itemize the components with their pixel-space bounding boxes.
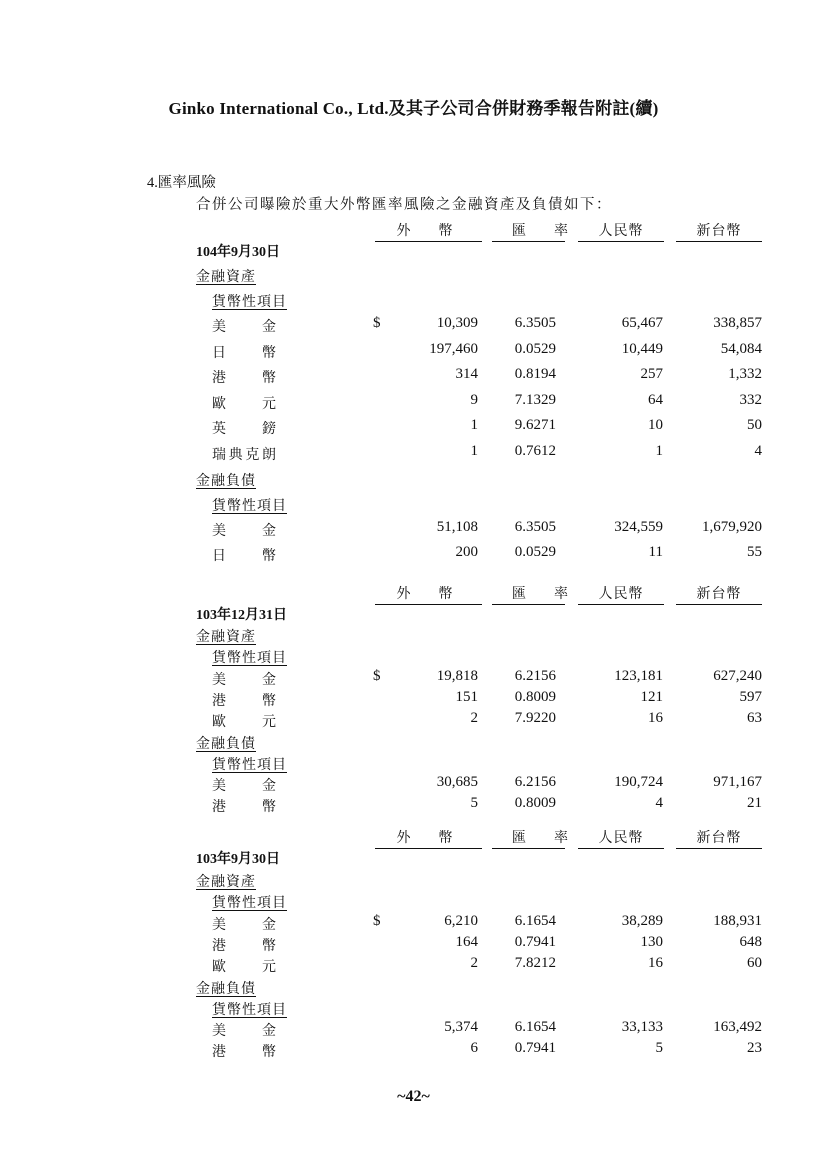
currency-label-text: 日幣 [212,549,276,565]
rmb-amount: 10,449 [621,340,663,357]
rmb-amount: 4 [655,795,663,812]
exchange-rate: 9.6271 [514,417,556,434]
exchange-rate: 6.3505 [514,518,556,535]
rmb-amount: 257 [640,366,663,383]
period-date: 103年9月30日 [196,852,280,867]
dollar-sign: $ [373,667,381,684]
fx-amount: 5,374 [444,1019,478,1036]
fx-amount: 164 [455,933,478,950]
header-foreign-currency: 外幣 [375,224,482,242]
exchange-rate: 0.7941 [514,1040,556,1057]
monetary-items-label: 貨幣性項目 [212,651,287,667]
exchange-rate: 0.7612 [514,443,556,459]
dollar-sign: $ [373,912,381,929]
exchange-rate: 7.8212 [514,955,556,972]
currency-label-text: 美金 [212,779,276,795]
fx-amount: 30,685 [436,774,478,791]
header-rmb: 人民幣 [578,587,664,605]
ntd-amount: 163,492 [713,1019,762,1036]
currency-label [212,935,276,955]
currency-label-text: 歐元 [212,396,276,412]
exchange-rate: 0.7941 [514,933,556,950]
currency-label [212,520,276,540]
rmb-amount: 10 [648,417,663,434]
monetary-items-label: 貨幣性項目 [212,896,287,912]
rmb-amount: 65,467 [621,315,663,331]
exchange-rate: 0.8009 [514,688,556,705]
fx-amount: 51,108 [436,518,478,535]
exchange-rate: 6.2156 [514,667,556,684]
currency-label [212,1020,276,1040]
ntd-amount: 1,332 [728,366,762,383]
header-ntd: 新台幣 [676,587,762,605]
fx-amount: 200 [455,544,478,561]
rmb-amount: 5 [655,1040,663,1057]
ntd-amount: 1,679,920 [702,518,762,535]
exchange-rate: 6.3505 [514,315,556,331]
rmb-amount: 123,181 [614,667,663,684]
period-date: 104年9月30日 [196,245,280,260]
exchange-rate: 6.1654 [514,1019,556,1036]
header-rmb: 人民幣 [578,831,664,849]
fx-amount: 2 [470,955,478,972]
currency-label-text: 港幣 [212,1045,276,1061]
rmb-amount: 190,724 [614,774,663,791]
ntd-amount: 21 [747,795,762,812]
fx-amount: 1 [470,443,478,459]
header-foreign-currency: 外幣 [375,587,482,605]
page-number: ~42~ [397,1088,430,1105]
fx-amount: 5 [470,795,478,812]
section-intro: 合併公司曝險於重大外幣匯率風險之金融資產及負債如下： [196,197,612,213]
header-foreign-currency: 外幣 [375,831,482,849]
currency-label-text: 美金 [212,917,276,933]
ntd-amount: 597 [739,688,762,705]
rmb-amount: 1 [655,443,663,459]
financial-liabilities-label: 金融負債 [196,981,256,997]
currency-label [212,775,276,795]
currency-label [212,1041,276,1061]
currency-label [212,418,276,438]
currency-label-text: 港幣 [212,693,276,709]
ntd-amount: 23 [747,1040,762,1057]
currency-label-text: 美金 [212,523,276,539]
exchange-rate: 0.8009 [514,795,556,812]
ntd-amount: 332 [739,391,762,408]
currency-label [212,669,276,689]
financial-assets-label: 金融資產 [196,875,256,890]
rmb-amount: 33,133 [621,1019,663,1036]
currency-label-text: 英鎊 [212,422,276,438]
exchange-rate: 0.0529 [514,544,556,561]
header-exchange-rate: 匯率 [492,224,565,242]
currency-label [212,342,276,362]
currency-label-text: 港幣 [212,938,276,954]
monetary-items-label: 貨幣性項目 [212,498,287,514]
period-date: 103年12月31日 [196,608,287,623]
currency-label [212,444,276,464]
currency-label-text: 美金 [212,320,276,335]
currency-label-text: 美金 [212,1024,276,1040]
fx-amount: 2 [470,710,478,727]
fx-amount: 10,309 [436,315,478,331]
rmb-amount: 64 [648,391,663,408]
rmb-amount: 16 [648,955,663,972]
currency-label-text: 歐元 [212,960,276,976]
header-exchange-rate: 匯率 [492,587,565,605]
page-title: Ginko International Co., Ltd.及其子公司合併財務季報告附註(續) [168,99,659,118]
ntd-amount: 627,240 [713,667,762,684]
financial-liabilities-label: 金融負債 [196,736,256,752]
financial-liabilities-label: 金融負債 [196,473,256,489]
ntd-amount: 4 [754,443,762,459]
currency-label-text: 港幣 [212,800,276,816]
dollar-sign: $ [373,315,381,331]
ntd-amount: 63 [747,710,762,727]
header-ntd: 新台幣 [676,224,762,242]
ntd-amount: 188,931 [713,912,762,929]
header-ntd: 新台幣 [676,831,762,849]
currency-label-text: 瑞典克朗 [212,448,276,463]
currency-label-text: 歐元 [212,715,276,731]
monetary-items-label: 貨幣性項目 [212,295,287,310]
header-rmb: 人民幣 [578,224,664,242]
fx-amount: 19,818 [436,667,478,684]
fx-amount: 6 [470,1040,478,1057]
currency-label-text: 日幣 [212,345,276,361]
financial-assets-label: 金融資產 [196,630,256,645]
exchange-rate: 6.1654 [514,912,556,929]
exchange-rate: 6.2156 [514,774,556,791]
ntd-amount: 55 [747,544,762,561]
fx-amount: 1 [470,417,478,434]
rmb-amount: 16 [648,710,663,727]
rmb-amount: 324,559 [614,518,663,535]
ntd-amount: 50 [747,417,762,434]
fx-amount: 6,210 [444,912,478,929]
exchange-rate: 0.0529 [514,340,556,357]
currency-label [212,545,276,565]
rmb-amount: 130 [640,933,663,950]
currency-label [212,690,276,710]
monetary-items-label: 貨幣性項目 [212,1002,287,1018]
rmb-amount: 38,289 [621,912,663,929]
currency-label-text: 港幣 [212,371,276,387]
currency-label [212,914,276,934]
currency-label [212,711,276,731]
ntd-amount: 971,167 [713,774,762,791]
ntd-amount: 60 [747,955,762,972]
exchange-rate: 7.1329 [514,391,556,408]
currency-label [212,956,276,976]
section-title: 4.匯率風險 [147,175,216,191]
monetary-items-label: 貨幣性項目 [212,757,287,773]
rmb-amount: 121 [640,688,663,705]
currency-label [212,796,276,816]
ntd-amount: 648 [739,933,762,950]
exchange-rate: 0.8194 [514,366,556,383]
header-exchange-rate: 匯率 [492,831,565,849]
financial-assets-label: 金融資產 [196,270,256,285]
fx-amount: 314 [455,366,478,383]
fx-amount: 197,460 [429,340,478,357]
ntd-amount: 338,857 [713,315,762,331]
fx-amount: 9 [470,391,478,408]
exchange-rate: 7.9220 [514,710,556,727]
currency-label [212,367,276,387]
fx-amount: 151 [455,688,478,705]
currency-label-text: 美金 [212,672,276,688]
rmb-amount: 11 [648,544,663,561]
currency-label [212,316,276,336]
currency-label [212,393,276,413]
ntd-amount: 54,084 [720,340,762,357]
